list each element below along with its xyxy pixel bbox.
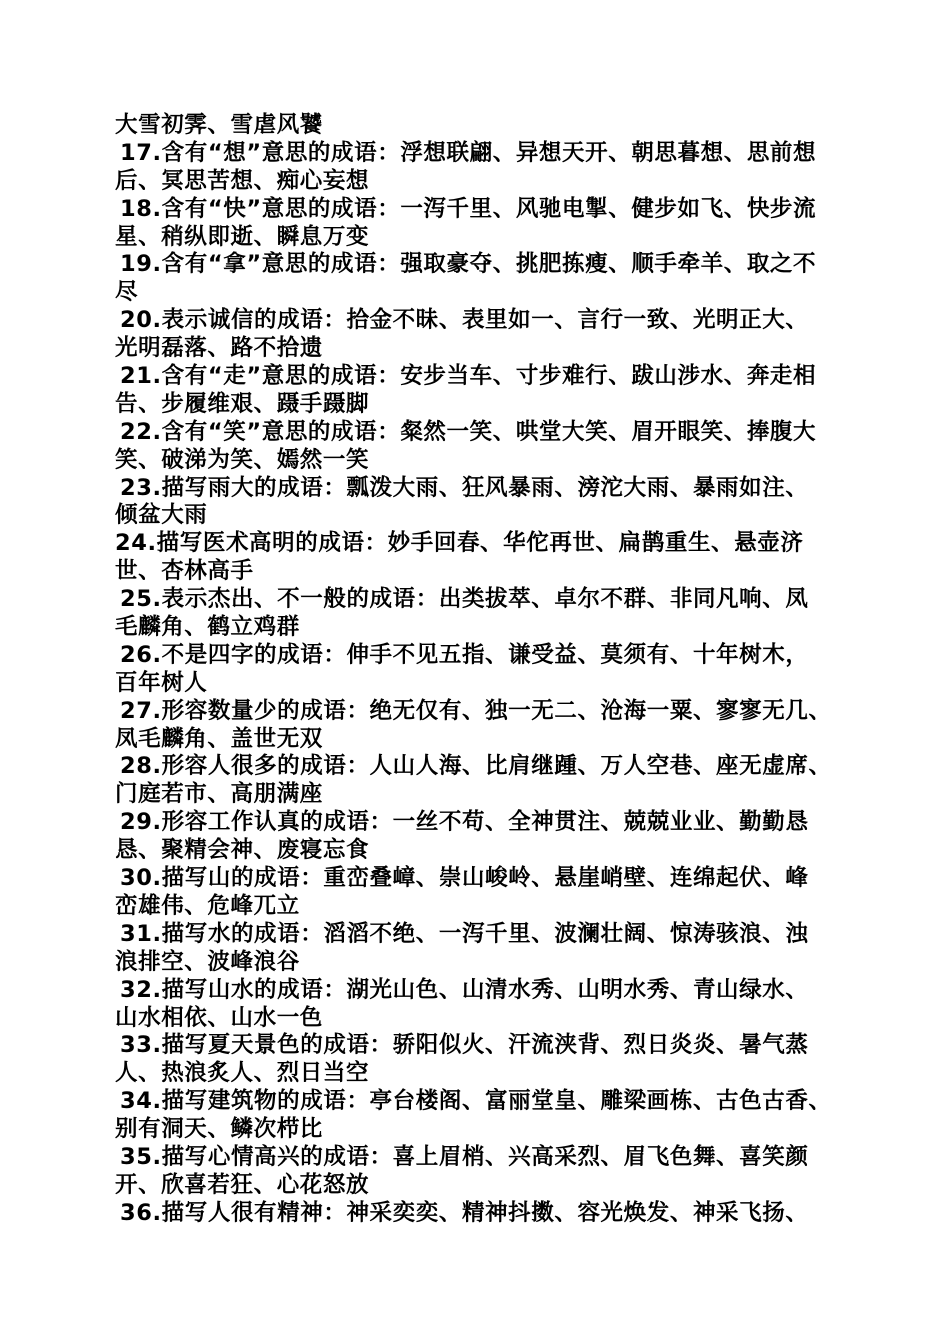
- text-line: 18.含有“快”意思的成语：一泻千里、风驰电掣、健步如飞、快步流: [120, 195, 817, 222]
- text-line: 人、热浪炙人、烈日当空: [115, 1060, 370, 1087]
- text-line: 34.描写建筑物的成语：亭台楼阁、富丽堂皇、雕梁画栋、古色古香、: [120, 1088, 832, 1115]
- text-line: 20.表示诚信的成语：拾金不昧、表里如一、言行一致、光明正大、: [120, 307, 809, 334]
- text-line: 门庭若市、高朋满座: [115, 781, 323, 808]
- text-line: 百年树人: [115, 669, 208, 696]
- text-line: 17.含有“想”意思的成语：浮想联翩、异想天开、朝思暮想、思前想: [120, 139, 817, 166]
- text-line: 32.描写山水的成语：湖光山色、山清水秀、山明水秀、青山绿水、: [120, 976, 809, 1003]
- text-line: 开、欣喜若狂、心花怒放: [115, 1171, 370, 1198]
- text-line: 24.描写医术高明的成语：妙手回春、华佗再世、扁鹊重生、悬壶济: [115, 530, 804, 557]
- text-line: 36.描写人很有精神：神采奕奕、精神抖擞、容光焕发、神采飞扬、: [120, 1199, 809, 1226]
- text-line: 30.描写山的成语：重峦叠嶂、崇山峻岭、悬崖峭壁、连绵起伏、峰: [120, 865, 809, 892]
- text-line: 世、杏林高手: [115, 558, 254, 585]
- text-line: 浪排空、波峰浪谷: [115, 948, 300, 975]
- text-line: 光明磊落、路不拾遗: [115, 335, 323, 362]
- text-line: 33.描写夏天景色的成语：骄阳似火、汗流浃背、烈日炎炎、暑气蒸: [120, 1032, 809, 1059]
- text-line: 尽: [115, 279, 139, 306]
- text-line: 后、冥思苦想、痴心妄想: [115, 167, 370, 194]
- text-line: 27.形容数量少的成语：绝无仅有、独一无二、沧海一粟、寥寥无几、: [120, 697, 832, 724]
- text-line: 23.描写雨大的成语：瓢泼大雨、狂风暴雨、滂沱大雨、暴雨如注、: [120, 474, 809, 501]
- text-line: 星、稍纵即逝、瞬息万变: [115, 223, 370, 250]
- document-page: [115, 112, 845, 1228]
- text-line: 21.含有“走”意思的成语：安步当车、寸步难行、跋山涉水、奔走相: [120, 363, 817, 390]
- text-line: 倾盆大雨: [115, 502, 208, 529]
- text-line: 29.形容工作认真的成语：一丝不苟、全神贯注、兢兢业业、勤勤恳: [120, 809, 809, 836]
- text-line: 山水相依、山水一色: [115, 1004, 323, 1031]
- text-line: 恳、聚精会神、废寝忘食: [115, 837, 370, 864]
- text-line: 26.不是四字的成语：伸手不见五指、谦受益、莫须有、十年树木，: [120, 641, 809, 668]
- text-line: 35.描写心情高兴的成语：喜上眉梢、兴高采烈、眉飞色舞、喜笑颜: [120, 1143, 809, 1170]
- text-line: 峦雄伟、危峰兀立: [115, 892, 300, 919]
- text-line: 28.形容人很多的成语：人山人海、比肩继踵、万人空巷、座无虚席、: [120, 753, 832, 780]
- text-line: 25.表示杰出、不一般的成语：出类拔萃、卓尔不群、非同凡响、凤: [120, 586, 809, 613]
- text-line: 告、步履维艰、蹑手蹑脚: [115, 390, 370, 417]
- text-line: 笑、破涕为笑、嫣然一笑: [115, 446, 370, 473]
- text-line: 31.描写水的成语：滔滔不绝、一泻千里、波澜壮阔、惊涛骇浪、浊: [120, 920, 809, 947]
- text-line: 别有洞天、鳞次栉比: [115, 1116, 323, 1143]
- text-line: 凤毛麟角、盖世无双: [115, 725, 323, 752]
- text-line: 毛麟角、鹤立鸡群: [115, 614, 300, 641]
- text-line: 19.含有“拿”意思的成语：强取豪夺、挑肥拣瘦、顺手牵羊、取之不: [120, 251, 817, 278]
- text-line: 22.含有“笑”意思的成语：粲然一笑、哄堂大笑、眉开眼笑、捧腹大: [120, 418, 817, 445]
- text-line: 大雪初霁、雪虐风饕: [115, 112, 323, 138]
